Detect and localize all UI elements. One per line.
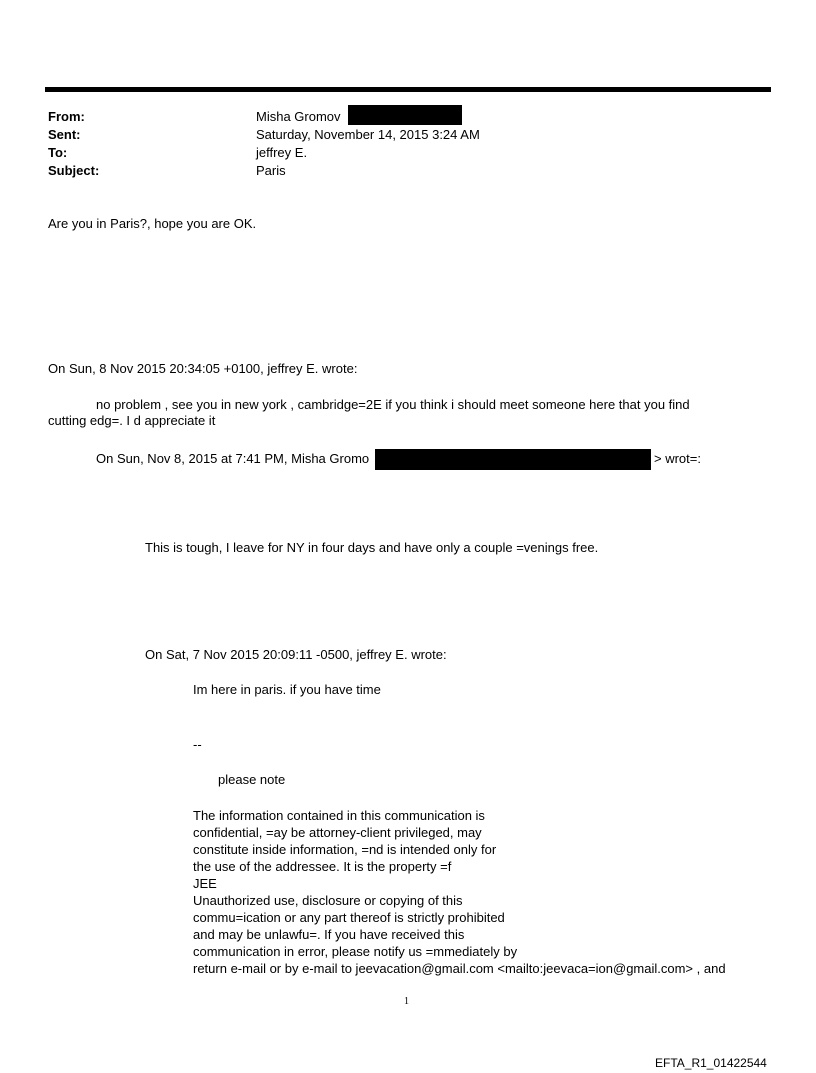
message-text: Are you in Paris?, hope you are OK. xyxy=(48,216,257,231)
bates-number: EFTA_R1_01422544 xyxy=(655,1056,767,1070)
signature-separator: -- xyxy=(193,737,202,752)
quote2-intro-start: On Sun, Nov 8, 2015 at 7:41 PM, Misha Gromo xyxy=(96,451,370,466)
quote1-line1: no problem , see you in new york , cambridge=2E if you think i should meet someone here that you find xyxy=(96,397,690,412)
quote2-intro-end: > wrot=: xyxy=(654,451,701,466)
quote2-message: This is tough, I leave for NY in four days and have only a couple =venings free. xyxy=(145,540,599,555)
please-note: please note xyxy=(218,772,286,787)
disclaimer-line: communication in error, please notify us =mmediately by xyxy=(193,944,518,959)
disclaimer-line: confidential, =ay be attorney-client privileged, may xyxy=(193,825,482,840)
disclaimer-line: The information contained in this communication is xyxy=(193,808,485,823)
disclaimer-line: and may be unlawfu=. If you have received this xyxy=(193,927,465,942)
disclaimer-line: return e-mail or by e-mail to jeevacation@gmail.com <mailto:jeevaca=ion@gmail.com> , and xyxy=(193,961,726,976)
disclaimer-line: the use of the addressee. It is the property =f xyxy=(193,859,452,874)
disclaimer-line: Unauthorized use, disclosure or copying of this xyxy=(193,893,463,908)
subject-value: Paris xyxy=(256,163,286,178)
header-rule xyxy=(45,87,771,92)
sent-value: Saturday, November 14, 2015 3:24 AM xyxy=(256,127,480,142)
to-value: jeffrey E. xyxy=(256,145,308,160)
quote1-line2: cutting edg=. I d appreciate it xyxy=(48,413,216,428)
redaction-box xyxy=(375,449,651,470)
disclaimer-line: commu=ication or any part thereof is strictly prohibited xyxy=(193,910,505,925)
from-label: From: xyxy=(48,109,85,124)
redaction-box xyxy=(348,105,462,125)
to-label: To: xyxy=(48,145,68,160)
disclaimer-line: constitute inside information, =nd is intended only for xyxy=(193,842,497,857)
quote1-intro: On Sun, 8 Nov 2015 20:34:05 +0100, jeffrey E. wrote: xyxy=(48,361,358,376)
quote3-intro: On Sat, 7 Nov 2015 20:09:11 -0500, jeffrey E. wrote: xyxy=(145,647,447,662)
from-value: Misha Gromov xyxy=(256,109,341,124)
quote3-message: Im here in paris. if you have time xyxy=(193,682,381,697)
subject-label: Subject: xyxy=(48,163,100,178)
sent-label: Sent: xyxy=(48,127,81,142)
disclaimer-line: JEE xyxy=(193,876,217,891)
page-number: 1 xyxy=(404,996,409,1007)
